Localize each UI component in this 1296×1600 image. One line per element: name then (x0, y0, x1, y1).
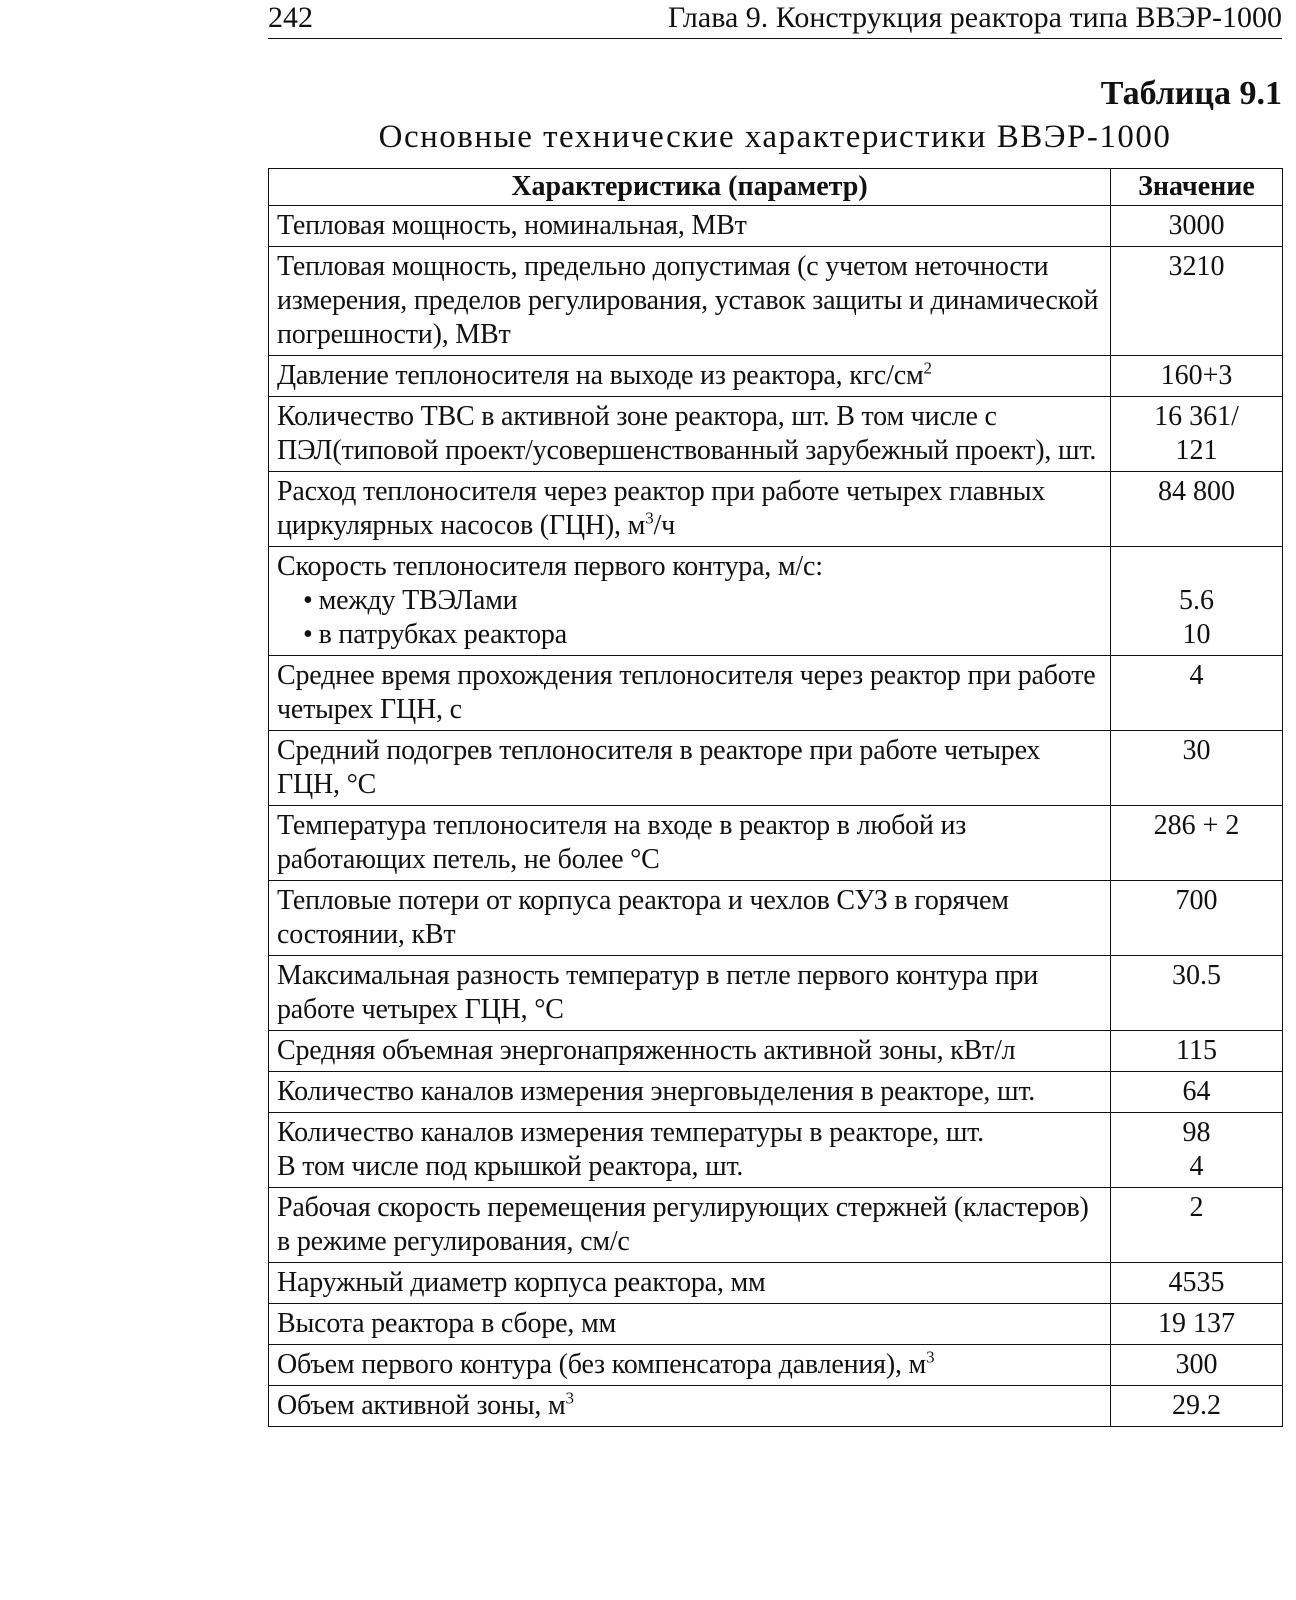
value-cell (1111, 547, 1283, 656)
table-label: Таблица 9.1 (1100, 75, 1282, 112)
superscript: 3 (926, 1347, 935, 1367)
parameter-cell: Наружный диаметр корпуса реактора, мм (269, 1263, 1111, 1304)
value-cell (1111, 1113, 1283, 1188)
value-cell: 3210 (1111, 247, 1283, 356)
column-header-value: Значение (1111, 169, 1283, 206)
value-line: 4 (1189, 1151, 1204, 1182)
value-cell: 286 + 2 (1111, 806, 1283, 881)
value-cell: 4535 (1111, 1263, 1283, 1304)
table-row (269, 1188, 1283, 1263)
table-row (269, 247, 1283, 356)
value-cell: 64 (1111, 1072, 1283, 1113)
parameter-cell: Рабочая скорость перемещения регулирующих стержней (кластеров) в режиме регулирования, см/с (269, 1188, 1111, 1263)
table-row (269, 806, 1283, 881)
table-caption: Основные технические характеристики ВВЭР-1000 (378, 119, 1172, 155)
parameter-text: Давление теплоносителя на выходе из реактора, кгс/см (277, 360, 924, 391)
parameter-cell: Высота реактора в сборе, мм (269, 1304, 1111, 1345)
value-line: 121 (1175, 435, 1218, 466)
parameter-cell: Тепловые потери от корпуса реактора и чехлов СУЗ в горячем состоянии, кВт (269, 881, 1111, 956)
value-line: 16 361/ (1154, 401, 1239, 432)
parameter-cell: Средняя объемная энергонапряженность активной зоны, кВт/л (269, 1031, 1111, 1072)
table-header-row (269, 169, 1283, 206)
value-cell: 115 (1111, 1031, 1283, 1072)
table-row (269, 206, 1283, 247)
value-cell: 84 800 (1111, 472, 1283, 547)
value-cell (1111, 397, 1283, 472)
value-line: 98 (1182, 1117, 1211, 1148)
table-row (269, 1072, 1283, 1113)
parameter-cell (269, 1113, 1111, 1188)
parameter-cell (269, 547, 1111, 656)
table-row (269, 1263, 1283, 1304)
table-row (269, 881, 1283, 956)
value-line: 5.6 (1179, 585, 1214, 616)
parameter-text: Расход теплоносителя через реактор при работе четырех главных циркулярных насосов (ГЦН), м (277, 476, 1046, 541)
value-cell: 30.5 (1111, 956, 1283, 1031)
value-cell: 700 (1111, 881, 1283, 956)
value-cell: 160+3 (1111, 356, 1283, 397)
bullet-item: • в патрубках реактора (277, 618, 1102, 652)
value-cell: 19 137 (1111, 1304, 1283, 1345)
table-row (269, 1345, 1283, 1386)
parameter-text: Объем активной зоны, м (277, 1390, 566, 1421)
parameter-cell: Количество каналов измерения энерговыделения в реакторе, шт. (269, 1072, 1111, 1113)
value-cell: 4 (1111, 656, 1283, 731)
superscript: 3 (565, 1388, 574, 1408)
table-row (269, 1031, 1283, 1072)
parameter-cell: Тепловая мощность, предельно допустимая (с учетом неточности измерения, пределов регулирования, уставок защиты и динамической погрешности), МВт (269, 247, 1111, 356)
table-row (269, 547, 1283, 656)
parameter-cell (269, 472, 1111, 547)
value-line: 10 (1182, 619, 1211, 650)
parameter-cell: Температура теплоносителя на входе в реактор в любой из работающих петель, не более °С (269, 806, 1111, 881)
parameter-text: Скорость теплоносителя первого контура, м/с: (277, 551, 823, 582)
parameter-line: В том числе под крышкой реактора, шт. (277, 1151, 744, 1182)
superscript: 2 (923, 358, 932, 378)
parameter-cell: Максимальная разность температур в петле первого контура при работе четырех ГЦН, °С (269, 956, 1111, 1031)
table-row (269, 397, 1283, 472)
parameter-line: Количество каналов измерения температуры в реакторе, шт. (277, 1117, 984, 1148)
value-cell: 2 (1111, 1188, 1283, 1263)
value-cell: 30 (1111, 731, 1283, 806)
specifications-table (268, 168, 1283, 1427)
parameter-text-tail: /ч (653, 510, 675, 541)
bullet-item: • между ТВЭЛами (277, 584, 1102, 618)
parameter-cell: Тепловая мощность, номинальная, МВт (269, 206, 1111, 247)
chapter-title: Глава 9. Конструкция реактора типа ВВЭР-1000 (667, 1, 1282, 34)
parameter-cell (269, 1345, 1111, 1386)
parameter-cell: Среднее время прохождения теплоносителя через реактор при работе четырех ГЦН, с (269, 656, 1111, 731)
table-row (269, 472, 1283, 547)
value-cell: 3000 (1111, 206, 1283, 247)
table-row (269, 1304, 1283, 1345)
parameter-text: Объем первого контура (без компенсатора давления), м (277, 1349, 927, 1380)
table-row (269, 356, 1283, 397)
value-cell: 29.2 (1111, 1386, 1283, 1427)
table-row (269, 956, 1283, 1031)
parameter-cell: Средний подогрев теплоносителя в реакторе при работе четырех ГЦН, °С (269, 731, 1111, 806)
parameter-cell (269, 1386, 1111, 1427)
parameter-cell (269, 356, 1111, 397)
table-row (269, 1113, 1283, 1188)
parameter-cell: Количество ТВС в активной зоне реактора, шт. В том числе с ПЭЛ(типовой проект/усовершенствованный зарубежный проект), шт. (269, 397, 1111, 472)
table-row (269, 1386, 1283, 1427)
page-number: 242 (268, 1, 313, 34)
table-row (269, 731, 1283, 806)
superscript: 3 (645, 508, 654, 528)
table-row (269, 656, 1283, 731)
value-cell: 300 (1111, 1345, 1283, 1386)
column-header-parameter: Характеристика (параметр) (269, 169, 1111, 206)
running-header (268, 0, 1282, 39)
